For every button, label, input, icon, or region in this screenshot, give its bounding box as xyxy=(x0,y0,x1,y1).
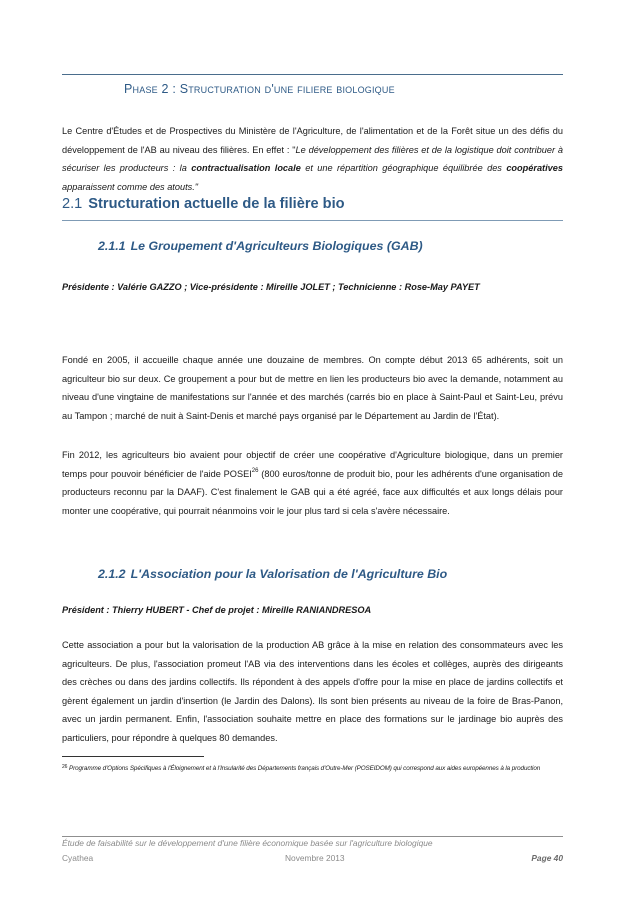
avab-persons: Président : Thierry HUBERT - Chef de projet : Mireille RANIANDRESOA xyxy=(62,605,372,615)
subsection-title-avab: L'Association pour la Valorisation de l'Agriculture Bio xyxy=(130,567,448,581)
footer-document-title: Étude de faisabilité sur le développement d'une filière économique basée sur l'agriculture biologique xyxy=(62,838,433,848)
gab-paragraph-2 xyxy=(62,446,563,520)
intro-quote-2: et une répartition géographique équilibrée des xyxy=(300,163,507,174)
subsection-heading-gab xyxy=(98,239,423,253)
phase-header xyxy=(62,74,563,96)
footer-organization: Cyathea xyxy=(62,853,94,863)
footer-page-number: Page 40 xyxy=(531,853,563,863)
section-number: 2.1 xyxy=(62,196,83,212)
subsection-title-gab: Le Groupement d'Agriculteurs Biologiques (GAB) xyxy=(130,239,423,253)
footnote-text: Programme d'Options Spécifiques à l'Éloignement et à l'Insularité des Départements français d'Outre-Mer (POSEIDOM) qui correspond aux aides européennes à la production xyxy=(67,765,541,772)
subsection-number-gab: 2.1.1 xyxy=(98,239,126,253)
phase-title: Phase 2 : Structuration d'une filiere biologique xyxy=(124,82,395,96)
gab-paragraph-2-b: (800 euros/tonne de produit bio, pour les adhérents d'une organisation de producteurs reconnu par la DAAF). C'est finalement le GAB qui a été agréé, face aux difficultés et aux longs délais pour monter une coopérative, qui pourrait néanmoins voir le jour plus tard si cela s'avère nécessaire. xyxy=(62,468,563,516)
gab-paragraph-2-a: Fin 2012, les agriculteurs bio avaient pour objectif de créer une coopérative d'Agriculture biologique, dans un premier temps pour pouvoir bénéficier de l'aide POSEI xyxy=(62,450,563,479)
intro-paragraph xyxy=(62,122,563,196)
section-rule xyxy=(62,220,563,221)
subsection-heading-avab xyxy=(98,567,447,581)
section-title: Structuration actuelle de la filière bio xyxy=(88,196,345,212)
footnote-rule xyxy=(62,756,204,757)
intro-quote-3: apparaissent comme des atouts." xyxy=(62,181,199,192)
footer-rule xyxy=(62,836,563,837)
section-heading xyxy=(62,196,563,212)
intro-quote-1: Le développement des filières et de la logistique doit contribuer à sécuriser les producteurs : la xyxy=(62,144,563,174)
footnote-number: 26 xyxy=(62,764,68,770)
avab-paragraph-1: Cette association a pour but la valorisation de la production AB grâce à la mise en relation des consommateurs avec les agriculteurs. De plus, l'association promeut l'AB via des interventions dans les écoles et collèges, auprès des dirigeants des crèches ou dans des jardins collectifs. Ils répondent à des appels d'offre pour la mise en place de jardins collectifs et gèrent également un jardin d'insertion (le Jardin des Dalons). Ils sont bien présents au niveau de la foire de Bras-Panon, avec un jardin permanent. Enfin, l'association souhaite mettre en place des formations sur le jardinage bio auprès des particuliers, pour répondre à quelques 80 demandes. xyxy=(62,640,563,743)
intro-text-1: Le Centre d'Études et de Prospectives du Ministère de l'Agriculture, de l'alimentation et de la Forêt situe un des défis du développement de l'AB au niveau des filières. En effet : " xyxy=(62,126,563,155)
intro-emphasis-1: contractualisation locale xyxy=(191,163,301,174)
gab-persons: Présidente : Valérie GAZZO ; Vice-présidente : Mireille JOLET ; Technicienne : Rose-May PAYET xyxy=(62,282,480,292)
gab-paragraph-1: Fondé en 2005, il accueille chaque année une douzaine de membres. On compte début 2013 65 adhérents, soit un agriculteur bio sur deux. Ce groupement a pour but de mettre en lien les producteurs bio avec la demande, notamment au niveau d'une vingtaine de manifestations sur l'année et des marchés (carrés bio en place à Saint-Paul et Saint-Leu, prévu au Tampon ; marché de nuit à Saint-Denis et marché pays organisé par le Département au Jardin de l'État). xyxy=(62,355,563,421)
footer-info xyxy=(62,853,563,867)
intro-emphasis-2: coopératives xyxy=(506,163,563,174)
subsection-number-avab: 2.1.2 xyxy=(98,567,126,581)
phase-rule xyxy=(62,74,563,75)
footnote-reference: 26 xyxy=(251,467,259,474)
footer-date: Novembre 2013 xyxy=(285,853,345,863)
footnote xyxy=(62,761,563,776)
